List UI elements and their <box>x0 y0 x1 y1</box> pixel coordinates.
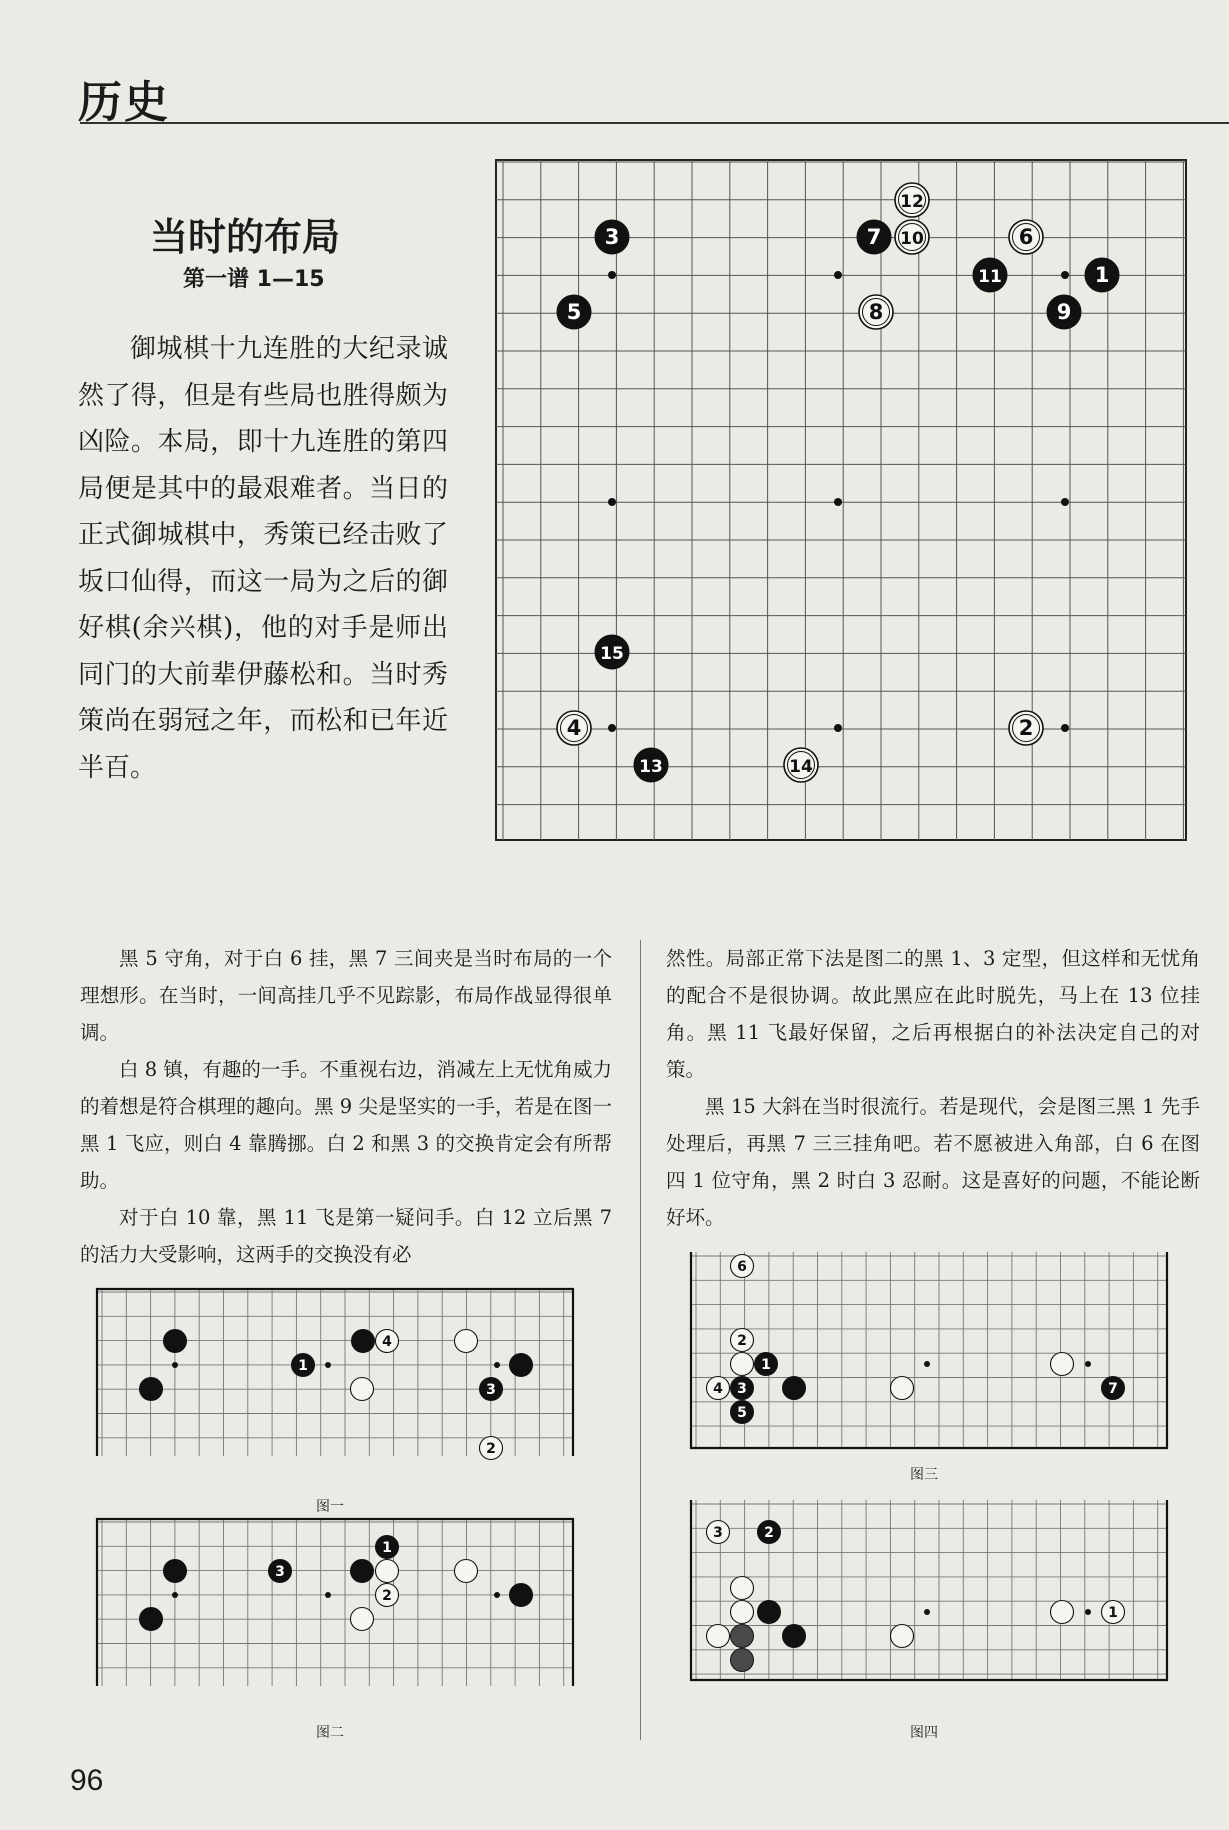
star-point <box>1061 724 1069 732</box>
stone-black-3 <box>595 220 629 254</box>
article-title: 当时的布局 <box>150 215 341 259</box>
stone-black-13 <box>634 748 668 782</box>
stone-black <box>351 1560 374 1583</box>
diagram-fig2 <box>96 1518 574 1686</box>
stone-black-9 <box>1047 295 1081 329</box>
stone-number: 14 <box>789 757 813 777</box>
star-point <box>325 1592 331 1598</box>
page-number: 96 <box>70 1764 104 1797</box>
stone-black <box>510 1584 533 1607</box>
stone-number: 3 <box>275 1564 285 1580</box>
stone-number: 5 <box>737 1405 747 1421</box>
diagram-stones <box>140 1330 533 1460</box>
star-point <box>924 1361 930 1367</box>
star-point <box>608 498 616 506</box>
stone-black-3 <box>731 1377 754 1400</box>
stone-number: 3 <box>713 1525 723 1541</box>
stone-number: 1 <box>298 1358 308 1374</box>
star-point <box>608 271 616 279</box>
stone-number: 13 <box>639 757 663 777</box>
stone-number: 7 <box>866 225 882 249</box>
stone-black <box>140 1608 163 1631</box>
star-point <box>608 724 616 732</box>
stone-black-7 <box>857 220 891 254</box>
stone-white-2 <box>376 1584 399 1607</box>
stone-white <box>455 1560 478 1583</box>
stone-number: 8 <box>868 300 884 324</box>
stone-black-5 <box>731 1401 754 1424</box>
stone-number: 12 <box>900 192 924 212</box>
intro-paragraph: 御城棋十九连胜的大纪录诚然了得，但是有些局也胜得颇为凶险。本局，即十九连胜的第四局便是其中的最艰难者。当日的正式御城棋中，秀策已经击败了坂口仙得，而这一局为之后的御好棋(余兴棋)，他的对手是师出同门的大前辈伊藤松和。当时秀策尚在弱冠之年，而松和已年近半百。 <box>78 334 448 783</box>
stone-black-3 <box>269 1560 292 1583</box>
stone-black-1 <box>292 1354 315 1377</box>
stone-number: 4 <box>566 716 582 740</box>
stone-black <box>164 1330 187 1353</box>
stone-white <box>351 1608 374 1631</box>
star-point <box>1085 1361 1091 1367</box>
stone-number: 3 <box>737 1381 747 1397</box>
stone-number: 5 <box>566 300 582 324</box>
stone-black-5 <box>557 295 591 329</box>
stone-white-2 <box>480 1437 503 1460</box>
stone-black-15 <box>595 635 629 669</box>
main-board-grid <box>496 160 1186 840</box>
stone-white <box>731 1353 754 1376</box>
caption-fig3: 图三 <box>910 1467 938 1483</box>
stone-white-6 <box>731 1255 754 1278</box>
stone-number: 2 <box>382 1588 392 1604</box>
star-point <box>172 1362 178 1368</box>
caption-fig2: 图二 <box>316 1725 344 1741</box>
star-point <box>325 1362 331 1368</box>
stone-white <box>891 1377 914 1400</box>
stone-number: 15 <box>600 644 624 664</box>
stone-number: 7 <box>1108 1381 1118 1397</box>
stone-number: 1 <box>761 1357 771 1373</box>
stone-black <box>758 1601 781 1624</box>
star-point <box>834 724 842 732</box>
stone-gray <box>731 1649 754 1672</box>
stone-white <box>731 1577 754 1600</box>
body-paragraph: 对于白 10 靠，黑 11 飞是第一疑问手。白 12 立后黑 7 的活力大受影响，这两手的交换没有必 <box>80 1206 612 1266</box>
diagram-grid <box>96 1288 574 1456</box>
body-paragraph: 白 8 镇，有趣的一手。不重视右边，消减左上无忧角威力的着想是符合棋理的趣向。黑 9 尖是坚实的一手，若是在图一黑 1 飞应，则白 4 靠腾挪。白 2 和黑 3 的交换肯定会有所帮助。 <box>80 1058 612 1192</box>
stone-white-4 <box>376 1330 399 1353</box>
stone-black-11 <box>973 258 1007 292</box>
stone-white <box>1051 1353 1074 1376</box>
stone-white-3 <box>707 1521 730 1544</box>
diagram-stones <box>140 1536 533 1631</box>
stone-white-1 <box>1102 1601 1125 1624</box>
stone-white-2 <box>731 1329 754 1352</box>
stone-white-2 <box>1009 711 1043 745</box>
diagram-fig1 <box>96 1288 574 1456</box>
column-divider <box>640 940 641 1740</box>
diagram-grid <box>96 1518 574 1686</box>
stone-white-14 <box>784 748 818 782</box>
stone-black-2 <box>758 1521 781 1544</box>
star-point <box>494 1592 500 1598</box>
caption-fig4: 图四 <box>910 1725 938 1741</box>
main-go-board <box>496 160 1186 840</box>
stone-black-1 <box>1085 258 1119 292</box>
article-subtitle: 第一谱 1—15 <box>183 267 325 292</box>
stone-white-4 <box>707 1377 730 1400</box>
body-paragraph: 然性。局部正常下法是图二的黑 1、3 定型，但这样和无忧角的配合不是很协调。故此黑应在此时脱先，马上在 13 位挂角。黑 11 飞最好保留，之后再根据白的补法决定自己的对策。 <box>666 947 1200 1081</box>
stone-number: 1 <box>1094 263 1110 287</box>
body-right-column <box>666 940 1200 1236</box>
header-rule <box>80 122 1229 124</box>
body-paragraph: 黑 15 大斜在当时很流行。若是现代，会是图三黑 1 先手处理后，再黑 7 三三挂角吧。若不愿被进入角部，白 6 在图四 1 位守角，黑 2 时白 3 忍耐。这是喜好的问题，不能论断好坏。 <box>666 1095 1200 1229</box>
body-paragraph: 黑 5 守角，对于白 6 挂，黑 7 三间夹是当时布局的一个理想形。在当时，一间高挂几乎不见踪影，布局作战显得很单调。 <box>80 947 612 1044</box>
body-left-column <box>80 940 612 1273</box>
stone-white-4 <box>557 711 591 745</box>
stone-black <box>783 1625 806 1648</box>
stone-black <box>783 1377 806 1400</box>
stone-black-3 <box>480 1378 503 1401</box>
stone-number: 2 <box>764 1525 774 1541</box>
diagram-fig4 <box>690 1500 1168 1680</box>
section-title: 历史 <box>78 77 170 128</box>
stone-black-1 <box>376 1536 399 1559</box>
stone-black <box>140 1378 163 1401</box>
caption-fig1: 图一 <box>316 1499 344 1515</box>
stone-white <box>1051 1601 1074 1624</box>
star-point <box>494 1362 500 1368</box>
stone-number: 1 <box>382 1540 392 1556</box>
stone-number: 2 <box>737 1333 747 1349</box>
stone-number: 2 <box>1018 716 1034 740</box>
stone-number: 6 <box>737 1259 747 1275</box>
stone-white <box>455 1330 478 1353</box>
intro-text <box>78 326 448 791</box>
star-point <box>834 498 842 506</box>
stone-white <box>891 1625 914 1648</box>
stone-number: 2 <box>486 1441 496 1457</box>
stone-white-10 <box>895 220 929 254</box>
star-point <box>834 271 842 279</box>
star-point <box>924 1609 930 1615</box>
star-point <box>1085 1609 1091 1615</box>
stone-white-12 <box>895 183 929 217</box>
stone-black-1 <box>755 1353 778 1376</box>
stone-black <box>164 1560 187 1583</box>
stone-white-6 <box>1009 220 1043 254</box>
stone-number: 4 <box>382 1334 392 1350</box>
stone-black <box>510 1354 533 1377</box>
star-point <box>1061 498 1069 506</box>
stone-number: 3 <box>486 1382 496 1398</box>
stone-white <box>731 1601 754 1624</box>
stone-number: 9 <box>1056 300 1072 324</box>
stone-white <box>707 1625 730 1648</box>
stone-number: 10 <box>900 229 924 249</box>
diagram-grid <box>690 1252 1168 1448</box>
diagram-fig3 <box>690 1252 1168 1448</box>
stone-number: 6 <box>1018 225 1034 249</box>
stone-gray <box>731 1625 754 1648</box>
stone-number: 4 <box>713 1381 723 1397</box>
stone-number: 3 <box>604 225 620 249</box>
stone-white-8 <box>859 295 893 329</box>
stone-black-7 <box>1102 1377 1125 1400</box>
star-point <box>172 1592 178 1598</box>
stone-white <box>376 1560 399 1583</box>
star-point <box>1061 271 1069 279</box>
stone-white <box>351 1378 374 1401</box>
stone-black <box>352 1330 375 1353</box>
stone-number: 11 <box>978 267 1002 287</box>
stone-number: 1 <box>1108 1605 1118 1621</box>
